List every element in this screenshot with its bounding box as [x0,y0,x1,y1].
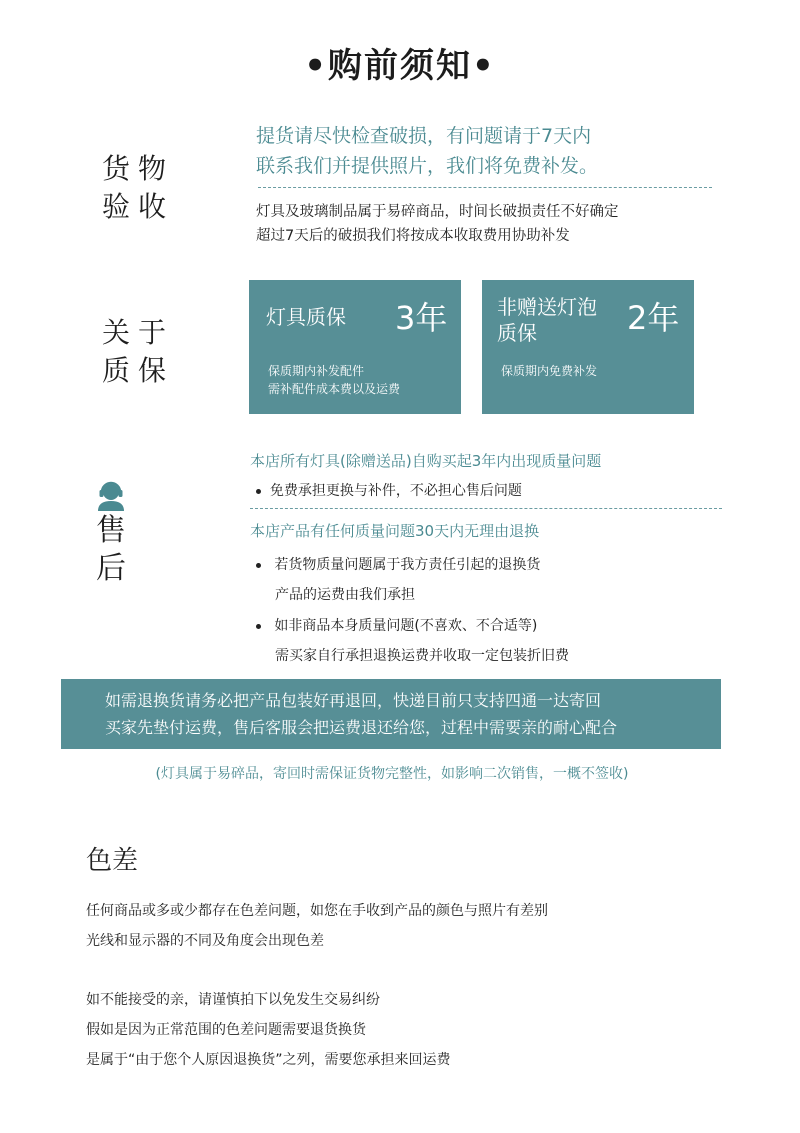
after-sales-heading: 本店产品有任何质量问题30天内无理由退换 [250,522,540,540]
footnote: (灯具属于易碎品，寄回时需保证货物完整性，如影响二次销售，一概不签收) [155,766,629,782]
bullet-text-cont: 产品的运费由我们承担 [275,587,415,603]
after-sales-label-line2: 后 [96,551,126,586]
warranty-card-years: 3年 [395,299,448,337]
warranty-label [102,314,174,390]
warranty-card-name-line1: 非赠送灯泡 [497,295,597,319]
warranty-card-note [501,362,597,380]
color-diff-paragraph [86,896,548,956]
bullet-text-cont: 需买家自行承担退换运费并收取一定包装折旧费 [275,648,569,664]
warranty-card-lamp [249,280,461,414]
color-diff-title: 色差 [86,846,139,876]
inspection-label [102,150,174,226]
warranty-label-line2: 质保 [102,354,175,387]
bullet-text: 若货物质量问题属于我方责任引起的退换货 [274,557,541,573]
after-sales-bullet [256,480,522,500]
color-diff-line2: 光线和显示器的不同及角度会出现色差 [86,933,324,949]
color-diff-line4: 假如是因为正常范围的色差问题需要退货换货 [86,1022,366,1038]
banner-line1: 如需退换货请务必把产品包装好再退回，快递目前只支持四通一达寄回 [105,691,602,710]
inspection-label-line2: 验收 [102,190,175,223]
page-title: •购前须知• [304,46,496,86]
warranty-card-name [497,294,597,346]
after-sales-bullet [256,611,569,671]
warranty-card-note [268,362,400,398]
inspection-note [256,200,619,248]
color-diff-line5: 是属于“由于您个人原因退换货”之列，需要您承担来回运费 [86,1052,451,1068]
bullet-dot [256,563,261,568]
warranty-card-bulb [482,280,694,414]
inspection-highlight [256,121,598,181]
warranty-label-line1: 关于 [102,316,175,349]
after-sales-label [96,512,126,588]
bullet-dot [256,489,261,494]
bullet-text: 如非商品本身质量问题(不喜欢、不合适等) [274,618,538,634]
color-diff-paragraph [86,985,451,1075]
inspection-highlight-line1: 提货请尽快检查破损，有问题请于7天内 [256,125,592,147]
banner-line2: 买家先垫付运费，售后客服会把运费退还给您，过程中需要亲的耐心配合 [105,718,618,737]
warranty-card-name-line2: 质保 [497,321,537,345]
bullet-text: 免费承担更换与补件，不必担心售后问题 [269,483,522,499]
color-diff-line3: 如不能接受的亲，请谨慎拍下以免发生交易纠纷 [86,992,380,1008]
bullet-dot [256,624,261,629]
inspection-label-line1: 货物 [102,152,175,185]
divider [250,508,722,509]
after-sales-bullet [256,550,540,610]
inspection-note-line2: 超过7天后的破损我们将按成本收取费用协助补发 [256,228,570,244]
after-sales-heading: 本店所有灯具(除赠送品)自购买起3年内出现质量问题 [250,452,602,470]
divider [258,187,712,188]
warranty-card-name: 灯具质保 [266,305,346,329]
inspection-highlight-line2: 联系我们并提供照片，我们将免费补发。 [256,155,599,177]
warranty-card-years: 2年 [627,299,680,337]
warranty-card-note-line1: 保质期内补发配件 [268,364,365,378]
after-sales-label-line1: 售 [96,513,126,548]
warranty-card-note-line2: 需补配件成本费以及运费 [268,382,401,396]
return-policy-banner [61,679,721,749]
inspection-note-line1: 灯具及玻璃制品属于易碎商品，时间长破损责任不好确定 [256,204,619,220]
warranty-card-note-line1: 保质期内免费补发 [501,364,598,378]
customer-service-icon [95,480,127,512]
color-diff-line1: 任何商品或多或少都存在色差问题，如您在手收到产品的颜色与照片有差别 [86,903,548,919]
